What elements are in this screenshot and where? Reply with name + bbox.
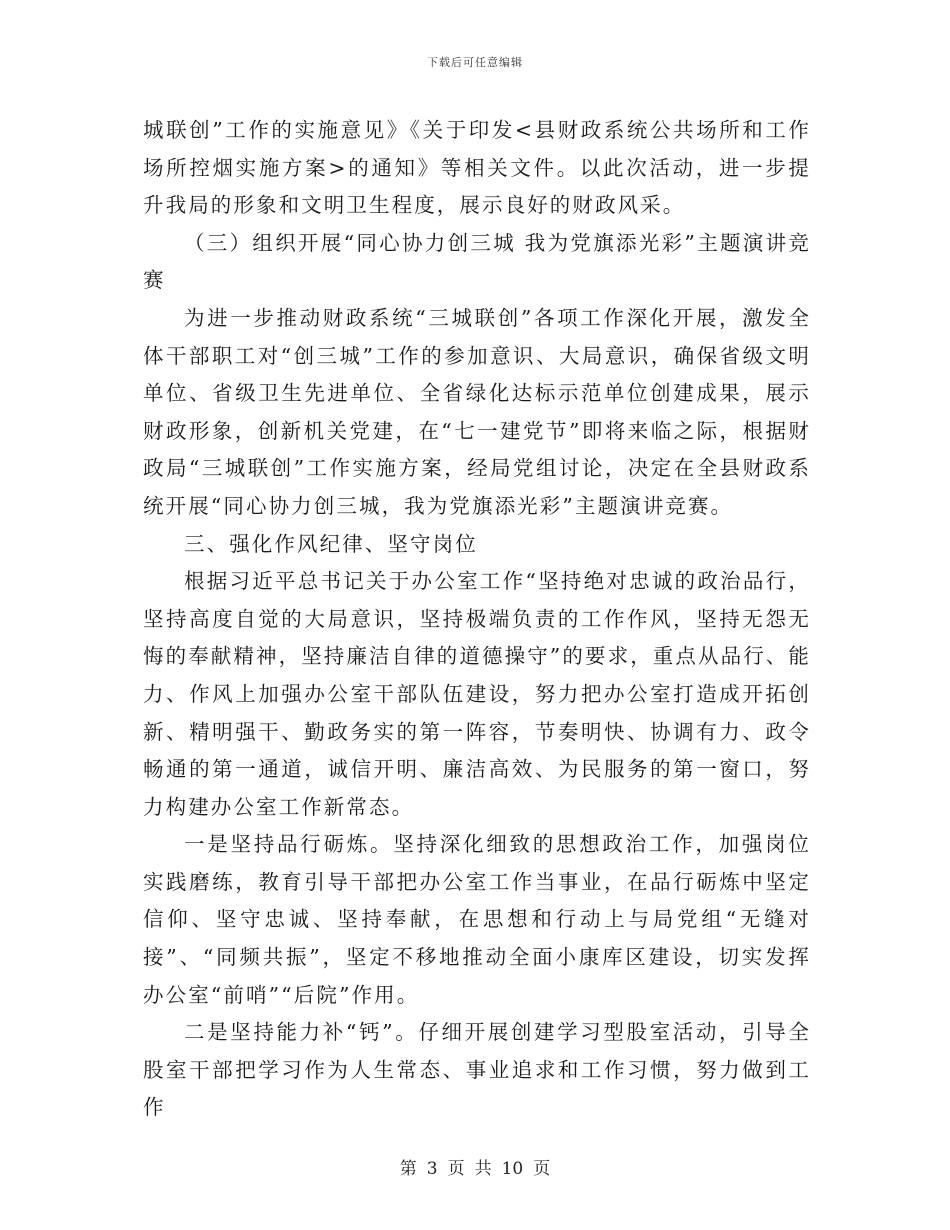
paragraph-4: 一是坚持品行砺炼。坚持深化细致的思想政治工作，加强岗位实践磨练，教育引导干部把办公室工作当事业，在品行砺炼中坚定信仰、坚守忠诚、坚持奉献，在思想和行动上与局党组“无缝对接”、“同频共振”，坚定不移地推动全面小康库区建设，切实发挥办公室“前哨”“后院”作用。 <box>143 832 811 1007</box>
document-body <box>143 112 811 1127</box>
total-pages-number: 10 <box>501 1159 524 1179</box>
paragraph-1: 城联创”工作的实施意见》《关于印发<县财政系统公共场所和工作场所控烟实施方案>的通知》等相关文件。以此次活动，进一步提升我局的形象和文明卫生程度，展示良好的财政风采。 <box>143 118 811 218</box>
header-note: 下载后可任意编辑 <box>427 56 523 69</box>
paragraph-2: 为进一步推动财政系统“三城联创”各项工作深化开展，激发全体干部职工对“创三城”工作的参加意识、大局意识，确保省级文明单位、省级卫生先进单位、全省绿化达标示范单位创建成果，展示财政形象，创新机关党建，在“七一建党节”即将来临之际，根据财政局“三城联创”工作实施方案，经局党组讨论，决定在全县财政系统开展“同心协力创三城，我为党旗添光彩”主题演讲竞赛。 <box>143 305 811 518</box>
section-heading-3: （三）组织开展“同心协力创三城 我为党旗添光彩”主题演讲竞赛 <box>143 230 811 293</box>
footer-label: 页 <box>447 1159 465 1179</box>
page-footer <box>0 1154 950 1179</box>
paragraph-3: 根据习近平总书记关于办公室工作“坚持绝对忠诚的政治品行，坚持高度自觉的大局意识，坚持极端负责的工作作风，坚持无怨无悔的奉献精神，坚持廉洁自律的道德操守”的要求，重点从品行、能力、作风上加强办公室干部队伍建设，努力把办公室打造成开拓创新、精明强干、勤政务实的第一阵容，节奏明快、协调有力、政令畅通的第一通道，诚信开明、廉洁高效、为民服务的第一窗口，努力构建办公室工作新常态。 <box>143 569 811 819</box>
footer-label: 页 <box>533 1159 551 1179</box>
paragraph-5: 二是坚持能力补“钙”。仔细开展创建学习型股室活动，引导全股室干部把学习作为人生常态、事业追求和工作习惯，努力做到工作 <box>143 1020 811 1120</box>
section-heading-three: 三、强化作风纪律、坚守岗位 <box>184 531 478 556</box>
footer-label: 第 <box>399 1159 417 1179</box>
footer-label: 共 <box>474 1159 492 1179</box>
current-page-number: 3 <box>426 1159 438 1179</box>
